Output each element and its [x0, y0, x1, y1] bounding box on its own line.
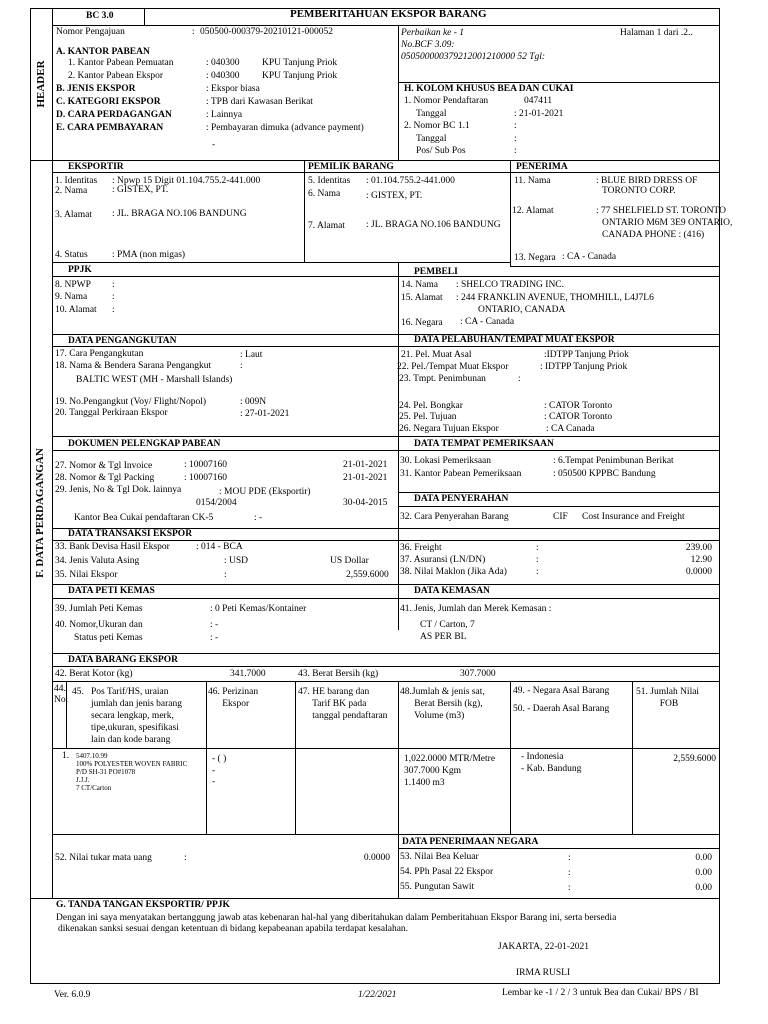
signatory-name: IRMA RUSLI [516, 968, 571, 978]
data-perdagangan-side-label: F. DATA PERDAGANGAN [34, 448, 46, 578]
kantor-pabean-title: A. KANTOR PABEAN [56, 47, 150, 57]
side-divider [52, 8, 53, 898]
form-frame [30, 8, 720, 984]
signature-place-date: JAKARTA, 22-01-2021 [498, 942, 590, 952]
form-code: BC 3.0 [86, 11, 114, 21]
nomor-pengajuan-label: Nomor Pengajuan [56, 27, 125, 37]
footer-lembar: Lembar ke -1 / 2 / 3 untuk Bea dan Cukai/ BPS / BI [502, 988, 699, 998]
footer-version: Ver. 6.0.9 [54, 990, 91, 1000]
nomor-pengajuan-value: 050500-000379-20210121-000052 [200, 27, 333, 37]
signature-section-title: G. TANDA TANGAN EKSPORTIR/ PPJK [56, 900, 230, 910]
footer-date: 1/22/2021 [358, 990, 397, 1000]
header-side-label: HEADER [35, 60, 47, 108]
form-title: PEMBERITAHUAN EKSPOR BARANG [290, 8, 487, 20]
